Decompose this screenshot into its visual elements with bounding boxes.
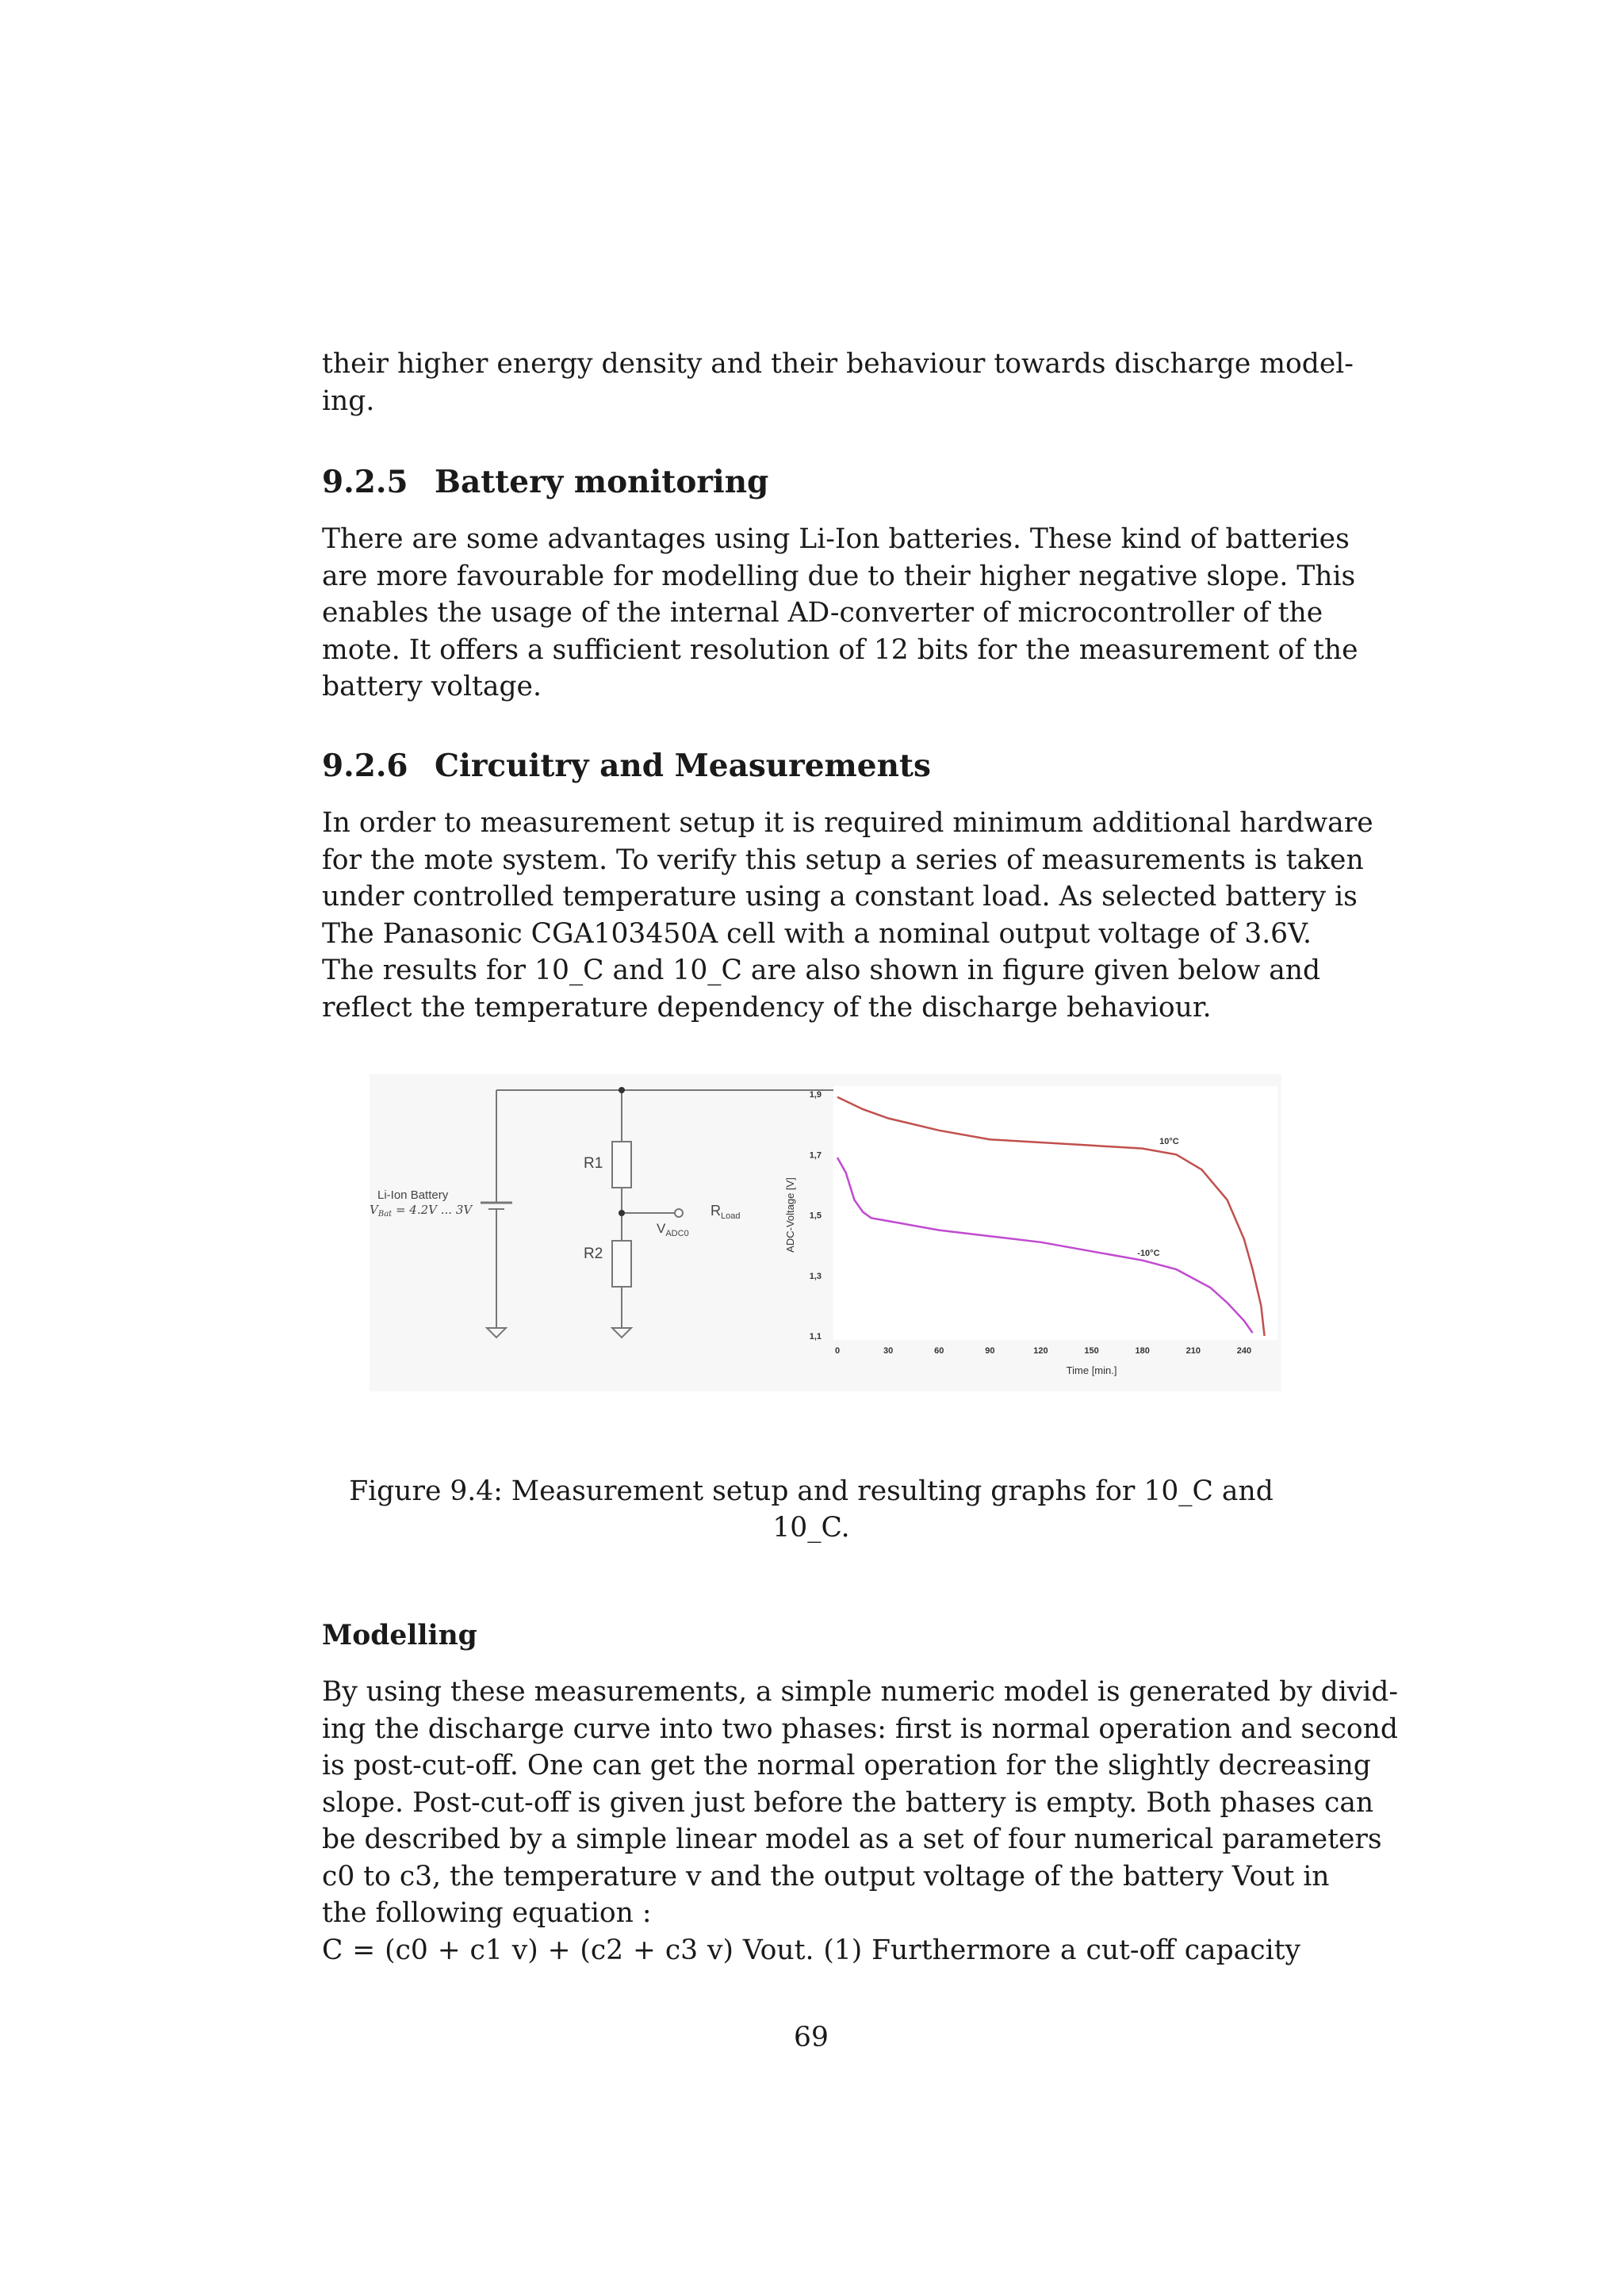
figure-9-4 [370, 1074, 1281, 1391]
text-line: the following equation : [322, 1897, 652, 1929]
x-tick-label: 30 [883, 1346, 894, 1356]
junction-dot [619, 1087, 625, 1093]
figure-caption: Figure 9.4: Measurement setup and resulting graphs for 10_C and 10_C. [349, 1475, 1274, 1544]
text-line: is post-cut-off. One can get the normal operation for the slightly decreasing [322, 1750, 1371, 1781]
x-tick-label: 120 [1033, 1346, 1048, 1356]
text-line: There are some advantages using Li-Ion batteries. These kind of batteries [322, 523, 1350, 555]
y-tick-label: 1,1 [809, 1332, 822, 1341]
text-line: By using these measurements, a simple numeric model is generated by divid- [322, 1676, 1399, 1708]
annotation-minus10c: -10°C [1137, 1248, 1160, 1258]
text-line: ing. [322, 385, 375, 417]
text-line: enables the usage of the internal AD-converter of microcontroller of the [322, 597, 1323, 629]
x-tick-label: 90 [985, 1346, 995, 1356]
text-line: reflect the temperature dependency of the discharge behaviour. [322, 991, 1212, 1024]
y-tick-label: 1,9 [809, 1090, 822, 1100]
x-tick-label: 0 [834, 1346, 841, 1356]
text-line: mote. It offers a sufficient resolution of 12 bits for the measurement of the [322, 633, 1358, 666]
text-line: their higher energy density and their behaviour towards discharge model- [322, 348, 1354, 380]
text-line: are more favourable for modelling due to their higher negative slope. This [322, 560, 1356, 592]
x-tick-label: 210 [1185, 1346, 1201, 1356]
text-line: In order to measurement setup it is required minimum additional hardware [322, 807, 1373, 839]
page-number: 69 [794, 2022, 829, 2053]
section-heading-926 [322, 746, 931, 786]
y-tick-label: 1,3 [809, 1271, 822, 1281]
page [322, 0, 1399, 2296]
text-line: under controlled temperature using a constant load. As selected battery is [322, 881, 1358, 913]
battery-label: Li-Ion Battery [377, 1188, 449, 1202]
text-line: The Panasonic CGA103450A cell with a nominal output voltage of 3.6V. [322, 917, 1312, 950]
text-line: for the mote system. To verify this setup a series of measurements is taken [322, 844, 1364, 876]
battery-voltage-label: $V_{Bat} = 4.2V$ ... 3V [370, 1203, 473, 1219]
x-tick-label: 150 [1084, 1346, 1099, 1356]
r2-label: R2 [584, 1246, 603, 1262]
y-tick-label: 1,5 [809, 1211, 822, 1221]
junction-dot [619, 1210, 625, 1216]
modelling-paragraph [322, 1674, 1399, 1969]
annotation-10c: 10°C [1159, 1136, 1179, 1146]
section-number: 9.2.5 [322, 464, 408, 500]
text-line: ing the discharge curve into two phases: first is normal operation and second [322, 1712, 1398, 1745]
x-tick-label: 240 [1236, 1346, 1252, 1356]
section-title: Circuitry and Measurements [435, 748, 931, 784]
vadc-label: $V_{ADC0}$ [657, 1221, 689, 1238]
x-tick-label: 60 [934, 1346, 944, 1356]
y-tick-label: 1,7 [809, 1150, 822, 1161]
circuitry-paragraph [322, 805, 1373, 1026]
text-line: The results for 10_C and 10_C are also shown in figure given below and [322, 955, 1321, 986]
text-line: C = (c0 + c1 v) + (c2 + c3 v) Vout. (1) Furthermore a cut-off capacity [322, 1934, 1300, 1966]
text-line: be described by a simple linear model as a set of four numerical parameters [322, 1823, 1382, 1855]
section-number: 9.2.6 [322, 748, 408, 784]
y-axis-label: ADC-Voltage [V] [784, 1177, 796, 1253]
text-line: battery voltage. [322, 671, 542, 702]
chart-background [833, 1086, 1277, 1340]
modelling-heading: Modelling [322, 1620, 477, 1651]
intro-paragraph [322, 346, 1354, 419]
battery-monitoring-paragraph [322, 521, 1358, 706]
r1-label: R1 [584, 1155, 603, 1172]
discharge-chart [784, 1086, 1277, 1376]
x-axis-label: Time [min.] [1066, 1364, 1117, 1376]
figure-svg [370, 1074, 1281, 1391]
section-heading-925 [322, 462, 768, 502]
x-tick-label: 180 [1135, 1346, 1150, 1356]
rload-label: $R_{Load}$ [710, 1203, 741, 1221]
section-title: Battery monitoring [435, 464, 769, 500]
text-line: c0 to c3, the temperature v and the output voltage of the battery Vout in [322, 1860, 1330, 1892]
text-line: slope. Post-cut-off is given just before the battery is empty. Both phases can [322, 1786, 1374, 1819]
